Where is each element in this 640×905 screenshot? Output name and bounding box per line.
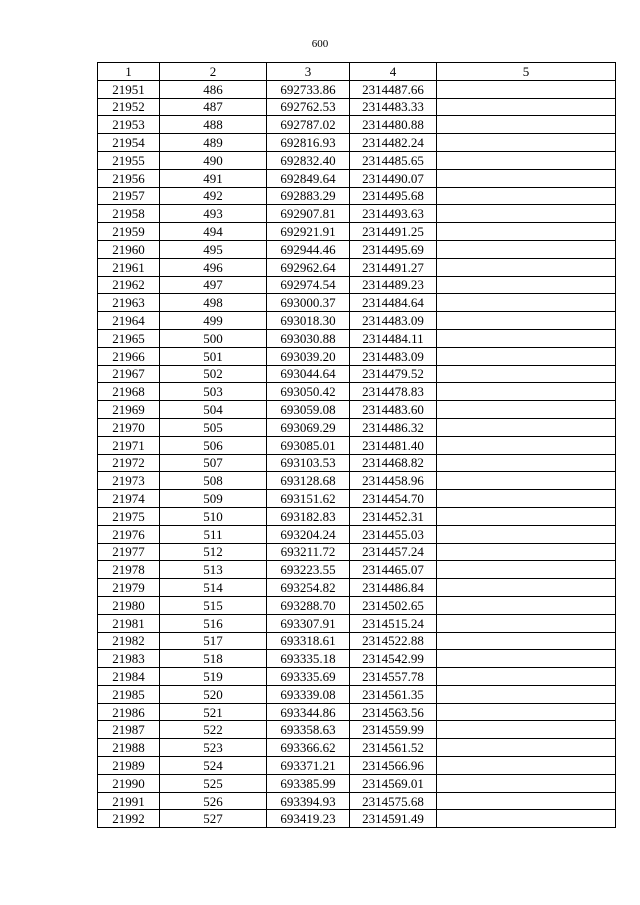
x-coordinate-cell: 692816.93 bbox=[267, 134, 350, 152]
point-number-cell: 510 bbox=[160, 507, 267, 525]
x-coordinate-cell: 692849.64 bbox=[267, 169, 350, 187]
x-coordinate-cell: 692907.81 bbox=[267, 205, 350, 223]
y-coordinate-cell: 2314561.52 bbox=[350, 739, 437, 757]
y-coordinate-cell: 2314483.33 bbox=[350, 98, 437, 116]
y-coordinate-cell: 2314489.23 bbox=[350, 276, 437, 294]
x-coordinate-cell: 693254.82 bbox=[267, 579, 350, 597]
row-number-cell: 21959 bbox=[98, 223, 160, 241]
row-number-cell: 21973 bbox=[98, 472, 160, 490]
x-coordinate-cell: 693128.68 bbox=[267, 472, 350, 490]
x-coordinate-cell: 692762.53 bbox=[267, 98, 350, 116]
table-row bbox=[98, 792, 616, 810]
y-coordinate-cell: 2314483.09 bbox=[350, 347, 437, 365]
point-number-cell: 520 bbox=[160, 685, 267, 703]
y-coordinate-cell: 2314484.64 bbox=[350, 294, 437, 312]
notes-cell bbox=[437, 721, 616, 739]
x-coordinate-cell: 692921.91 bbox=[267, 223, 350, 241]
row-number-cell: 21975 bbox=[98, 507, 160, 525]
y-coordinate-cell: 2314542.99 bbox=[350, 650, 437, 668]
table-body bbox=[98, 80, 616, 827]
point-number-cell: 512 bbox=[160, 543, 267, 561]
table-row bbox=[98, 365, 616, 383]
y-coordinate-cell: 2314468.82 bbox=[350, 454, 437, 472]
x-coordinate-cell: 693059.08 bbox=[267, 401, 350, 419]
table-row bbox=[98, 169, 616, 187]
notes-cell bbox=[437, 792, 616, 810]
column-header-5: 5 bbox=[437, 63, 616, 81]
row-number-cell: 21956 bbox=[98, 169, 160, 187]
row-number-cell: 21952 bbox=[98, 98, 160, 116]
table-row bbox=[98, 116, 616, 134]
notes-cell bbox=[437, 312, 616, 330]
point-number-cell: 493 bbox=[160, 205, 267, 223]
y-coordinate-cell: 2314569.01 bbox=[350, 774, 437, 792]
point-number-cell: 517 bbox=[160, 632, 267, 650]
point-number-cell: 501 bbox=[160, 347, 267, 365]
y-coordinate-cell: 2314563.56 bbox=[350, 703, 437, 721]
row-number-cell: 21983 bbox=[98, 650, 160, 668]
x-coordinate-cell: 693182.83 bbox=[267, 507, 350, 525]
x-coordinate-cell: 693000.37 bbox=[267, 294, 350, 312]
row-number-cell: 21992 bbox=[98, 810, 160, 828]
table-row bbox=[98, 685, 616, 703]
point-number-cell: 524 bbox=[160, 757, 267, 775]
notes-cell bbox=[437, 668, 616, 686]
notes-cell bbox=[437, 810, 616, 828]
row-number-cell: 21984 bbox=[98, 668, 160, 686]
notes-cell bbox=[437, 774, 616, 792]
y-coordinate-cell: 2314575.68 bbox=[350, 792, 437, 810]
point-number-cell: 500 bbox=[160, 329, 267, 347]
point-number-cell: 490 bbox=[160, 151, 267, 169]
x-coordinate-cell: 693044.64 bbox=[267, 365, 350, 383]
row-number-cell: 21953 bbox=[98, 116, 160, 134]
notes-cell bbox=[437, 418, 616, 436]
point-number-cell: 514 bbox=[160, 579, 267, 597]
table-row bbox=[98, 401, 616, 419]
table-row bbox=[98, 205, 616, 223]
x-coordinate-cell: 693366.62 bbox=[267, 739, 350, 757]
y-coordinate-cell: 2314515.24 bbox=[350, 614, 437, 632]
table-row bbox=[98, 507, 616, 525]
point-number-cell: 497 bbox=[160, 276, 267, 294]
row-number-cell: 21981 bbox=[98, 614, 160, 632]
y-coordinate-cell: 2314480.88 bbox=[350, 116, 437, 134]
point-number-cell: 506 bbox=[160, 436, 267, 454]
y-coordinate-cell: 2314561.35 bbox=[350, 685, 437, 703]
notes-cell bbox=[437, 258, 616, 276]
point-number-cell: 522 bbox=[160, 721, 267, 739]
notes-cell bbox=[437, 98, 616, 116]
table-row bbox=[98, 668, 616, 686]
notes-cell bbox=[437, 294, 616, 312]
x-coordinate-cell: 693318.61 bbox=[267, 632, 350, 650]
notes-cell bbox=[437, 561, 616, 579]
x-coordinate-cell: 693385.99 bbox=[267, 774, 350, 792]
point-number-cell: 495 bbox=[160, 240, 267, 258]
point-number-cell: 513 bbox=[160, 561, 267, 579]
notes-cell bbox=[437, 151, 616, 169]
row-number-cell: 21970 bbox=[98, 418, 160, 436]
point-number-cell: 525 bbox=[160, 774, 267, 792]
y-coordinate-cell: 2314490.07 bbox=[350, 169, 437, 187]
x-coordinate-cell: 692733.86 bbox=[267, 80, 350, 98]
y-coordinate-cell: 2314478.83 bbox=[350, 383, 437, 401]
table-row bbox=[98, 312, 616, 330]
notes-cell bbox=[437, 543, 616, 561]
column-header-2: 2 bbox=[160, 63, 267, 81]
table-row bbox=[98, 632, 616, 650]
table-header-row bbox=[98, 63, 616, 81]
notes-cell bbox=[437, 579, 616, 597]
table-row bbox=[98, 223, 616, 241]
table-row bbox=[98, 650, 616, 668]
point-number-cell: 494 bbox=[160, 223, 267, 241]
point-number-cell: 521 bbox=[160, 703, 267, 721]
row-number-cell: 21961 bbox=[98, 258, 160, 276]
row-number-cell: 21986 bbox=[98, 703, 160, 721]
column-header-4: 4 bbox=[350, 63, 437, 81]
point-number-cell: 499 bbox=[160, 312, 267, 330]
table-row bbox=[98, 525, 616, 543]
table-row bbox=[98, 383, 616, 401]
notes-cell bbox=[437, 223, 616, 241]
table-row bbox=[98, 472, 616, 490]
row-number-cell: 21980 bbox=[98, 596, 160, 614]
point-number-cell: 502 bbox=[160, 365, 267, 383]
x-coordinate-cell: 693030.88 bbox=[267, 329, 350, 347]
table-row bbox=[98, 98, 616, 116]
y-coordinate-cell: 2314502.65 bbox=[350, 596, 437, 614]
column-header-3: 3 bbox=[267, 63, 350, 81]
row-number-cell: 21972 bbox=[98, 454, 160, 472]
point-number-cell: 491 bbox=[160, 169, 267, 187]
point-number-cell: 516 bbox=[160, 614, 267, 632]
row-number-cell: 21985 bbox=[98, 685, 160, 703]
x-coordinate-cell: 693204.24 bbox=[267, 525, 350, 543]
notes-cell bbox=[437, 365, 616, 383]
row-number-cell: 21971 bbox=[98, 436, 160, 454]
row-number-cell: 21990 bbox=[98, 774, 160, 792]
x-coordinate-cell: 693371.21 bbox=[267, 757, 350, 775]
table-row bbox=[98, 347, 616, 365]
notes-cell bbox=[437, 401, 616, 419]
table-row bbox=[98, 703, 616, 721]
x-coordinate-cell: 692883.29 bbox=[267, 187, 350, 205]
row-number-cell: 21978 bbox=[98, 561, 160, 579]
table-row bbox=[98, 329, 616, 347]
page-number: 600 bbox=[311, 38, 329, 50]
point-number-cell: 492 bbox=[160, 187, 267, 205]
x-coordinate-cell: 693339.08 bbox=[267, 685, 350, 703]
row-number-cell: 21989 bbox=[98, 757, 160, 775]
table-row bbox=[98, 721, 616, 739]
x-coordinate-cell: 693103.53 bbox=[267, 454, 350, 472]
x-coordinate-cell: 693050.42 bbox=[267, 383, 350, 401]
table-row bbox=[98, 561, 616, 579]
notes-cell bbox=[437, 596, 616, 614]
x-coordinate-cell: 693344.86 bbox=[267, 703, 350, 721]
point-number-cell: 488 bbox=[160, 116, 267, 134]
point-number-cell: 503 bbox=[160, 383, 267, 401]
x-coordinate-cell: 692962.64 bbox=[267, 258, 350, 276]
row-number-cell: 21974 bbox=[98, 490, 160, 508]
table-row bbox=[98, 294, 616, 312]
row-number-cell: 21954 bbox=[98, 134, 160, 152]
notes-cell bbox=[437, 757, 616, 775]
row-number-cell: 21958 bbox=[98, 205, 160, 223]
table-row bbox=[98, 614, 616, 632]
y-coordinate-cell: 2314454.70 bbox=[350, 490, 437, 508]
notes-cell bbox=[437, 507, 616, 525]
y-coordinate-cell: 2314483.09 bbox=[350, 312, 437, 330]
table-row bbox=[98, 490, 616, 508]
notes-cell bbox=[437, 187, 616, 205]
x-coordinate-cell: 692787.02 bbox=[267, 116, 350, 134]
point-number-cell: 496 bbox=[160, 258, 267, 276]
x-coordinate-cell: 693419.23 bbox=[267, 810, 350, 828]
table-row bbox=[98, 151, 616, 169]
x-coordinate-cell: 693039.20 bbox=[267, 347, 350, 365]
point-number-cell: 508 bbox=[160, 472, 267, 490]
point-number-cell: 515 bbox=[160, 596, 267, 614]
column-header-1: 1 bbox=[98, 63, 160, 81]
y-coordinate-cell: 2314493.63 bbox=[350, 205, 437, 223]
x-coordinate-cell: 693335.18 bbox=[267, 650, 350, 668]
row-number-cell: 21955 bbox=[98, 151, 160, 169]
point-number-cell: 505 bbox=[160, 418, 267, 436]
notes-cell bbox=[437, 472, 616, 490]
table-row bbox=[98, 258, 616, 276]
x-coordinate-cell: 693018.30 bbox=[267, 312, 350, 330]
row-number-cell: 21977 bbox=[98, 543, 160, 561]
row-number-cell: 21969 bbox=[98, 401, 160, 419]
table-row bbox=[98, 774, 616, 792]
notes-cell bbox=[437, 685, 616, 703]
y-coordinate-cell: 2314487.66 bbox=[350, 80, 437, 98]
point-number-cell: 527 bbox=[160, 810, 267, 828]
point-number-cell: 519 bbox=[160, 668, 267, 686]
table-row bbox=[98, 579, 616, 597]
row-number-cell: 21966 bbox=[98, 347, 160, 365]
table-row bbox=[98, 596, 616, 614]
notes-cell bbox=[437, 650, 616, 668]
y-coordinate-cell: 2314491.27 bbox=[350, 258, 437, 276]
notes-cell bbox=[437, 454, 616, 472]
y-coordinate-cell: 2314455.03 bbox=[350, 525, 437, 543]
point-number-cell: 523 bbox=[160, 739, 267, 757]
x-coordinate-cell: 693223.55 bbox=[267, 561, 350, 579]
notes-cell bbox=[437, 614, 616, 632]
row-number-cell: 21988 bbox=[98, 739, 160, 757]
row-number-cell: 21963 bbox=[98, 294, 160, 312]
notes-cell bbox=[437, 632, 616, 650]
y-coordinate-cell: 2314482.24 bbox=[350, 134, 437, 152]
y-coordinate-cell: 2314486.84 bbox=[350, 579, 437, 597]
table-row bbox=[98, 454, 616, 472]
notes-cell bbox=[437, 116, 616, 134]
row-number-cell: 21951 bbox=[98, 80, 160, 98]
notes-cell bbox=[437, 490, 616, 508]
row-number-cell: 21982 bbox=[98, 632, 160, 650]
notes-cell bbox=[437, 80, 616, 98]
point-number-cell: 487 bbox=[160, 98, 267, 116]
x-coordinate-cell: 692944.46 bbox=[267, 240, 350, 258]
y-coordinate-cell: 2314452.31 bbox=[350, 507, 437, 525]
row-number-cell: 21976 bbox=[98, 525, 160, 543]
y-coordinate-cell: 2314522.88 bbox=[350, 632, 437, 650]
notes-cell bbox=[437, 169, 616, 187]
row-number-cell: 21987 bbox=[98, 721, 160, 739]
coordinates-table bbox=[97, 62, 616, 828]
x-coordinate-cell: 692832.40 bbox=[267, 151, 350, 169]
y-coordinate-cell: 2314566.96 bbox=[350, 757, 437, 775]
row-number-cell: 21962 bbox=[98, 276, 160, 294]
point-number-cell: 498 bbox=[160, 294, 267, 312]
notes-cell bbox=[437, 739, 616, 757]
notes-cell bbox=[437, 329, 616, 347]
notes-cell bbox=[437, 383, 616, 401]
y-coordinate-cell: 2314457.24 bbox=[350, 543, 437, 561]
y-coordinate-cell: 2314458.96 bbox=[350, 472, 437, 490]
point-number-cell: 509 bbox=[160, 490, 267, 508]
x-coordinate-cell: 693307.91 bbox=[267, 614, 350, 632]
row-number-cell: 21957 bbox=[98, 187, 160, 205]
y-coordinate-cell: 2314557.78 bbox=[350, 668, 437, 686]
table-row bbox=[98, 739, 616, 757]
point-number-cell: 489 bbox=[160, 134, 267, 152]
row-number-cell: 21991 bbox=[98, 792, 160, 810]
y-coordinate-cell: 2314483.60 bbox=[350, 401, 437, 419]
table-row bbox=[98, 187, 616, 205]
notes-cell bbox=[437, 703, 616, 721]
y-coordinate-cell: 2314495.69 bbox=[350, 240, 437, 258]
y-coordinate-cell: 2314484.11 bbox=[350, 329, 437, 347]
point-number-cell: 518 bbox=[160, 650, 267, 668]
x-coordinate-cell: 693151.62 bbox=[267, 490, 350, 508]
notes-cell bbox=[437, 525, 616, 543]
notes-cell bbox=[437, 436, 616, 454]
x-coordinate-cell: 692974.54 bbox=[267, 276, 350, 294]
row-number-cell: 21965 bbox=[98, 329, 160, 347]
y-coordinate-cell: 2314481.40 bbox=[350, 436, 437, 454]
notes-cell bbox=[437, 276, 616, 294]
point-number-cell: 526 bbox=[160, 792, 267, 810]
notes-cell bbox=[437, 134, 616, 152]
table-row bbox=[98, 757, 616, 775]
point-number-cell: 504 bbox=[160, 401, 267, 419]
point-number-cell: 486 bbox=[160, 80, 267, 98]
y-coordinate-cell: 2314495.68 bbox=[350, 187, 437, 205]
row-number-cell: 21960 bbox=[98, 240, 160, 258]
table-row bbox=[98, 80, 616, 98]
y-coordinate-cell: 2314591.49 bbox=[350, 810, 437, 828]
x-coordinate-cell: 693211.72 bbox=[267, 543, 350, 561]
table-row bbox=[98, 240, 616, 258]
row-number-cell: 21964 bbox=[98, 312, 160, 330]
table-row bbox=[98, 543, 616, 561]
x-coordinate-cell: 693394.93 bbox=[267, 792, 350, 810]
table-row bbox=[98, 436, 616, 454]
y-coordinate-cell: 2314465.07 bbox=[350, 561, 437, 579]
table-row bbox=[98, 134, 616, 152]
x-coordinate-cell: 693069.29 bbox=[267, 418, 350, 436]
notes-cell bbox=[437, 205, 616, 223]
notes-cell bbox=[437, 347, 616, 365]
row-number-cell: 21968 bbox=[98, 383, 160, 401]
row-number-cell: 21979 bbox=[98, 579, 160, 597]
y-coordinate-cell: 2314486.32 bbox=[350, 418, 437, 436]
row-number-cell: 21967 bbox=[98, 365, 160, 383]
table-row bbox=[98, 810, 616, 828]
table-row bbox=[98, 418, 616, 436]
notes-cell bbox=[437, 240, 616, 258]
point-number-cell: 507 bbox=[160, 454, 267, 472]
x-coordinate-cell: 693288.70 bbox=[267, 596, 350, 614]
x-coordinate-cell: 693085.01 bbox=[267, 436, 350, 454]
y-coordinate-cell: 2314491.25 bbox=[350, 223, 437, 241]
point-number-cell: 511 bbox=[160, 525, 267, 543]
x-coordinate-cell: 693335.69 bbox=[267, 668, 350, 686]
x-coordinate-cell: 693358.63 bbox=[267, 721, 350, 739]
y-coordinate-cell: 2314559.99 bbox=[350, 721, 437, 739]
y-coordinate-cell: 2314479.52 bbox=[350, 365, 437, 383]
table-row bbox=[98, 276, 616, 294]
y-coordinate-cell: 2314485.65 bbox=[350, 151, 437, 169]
